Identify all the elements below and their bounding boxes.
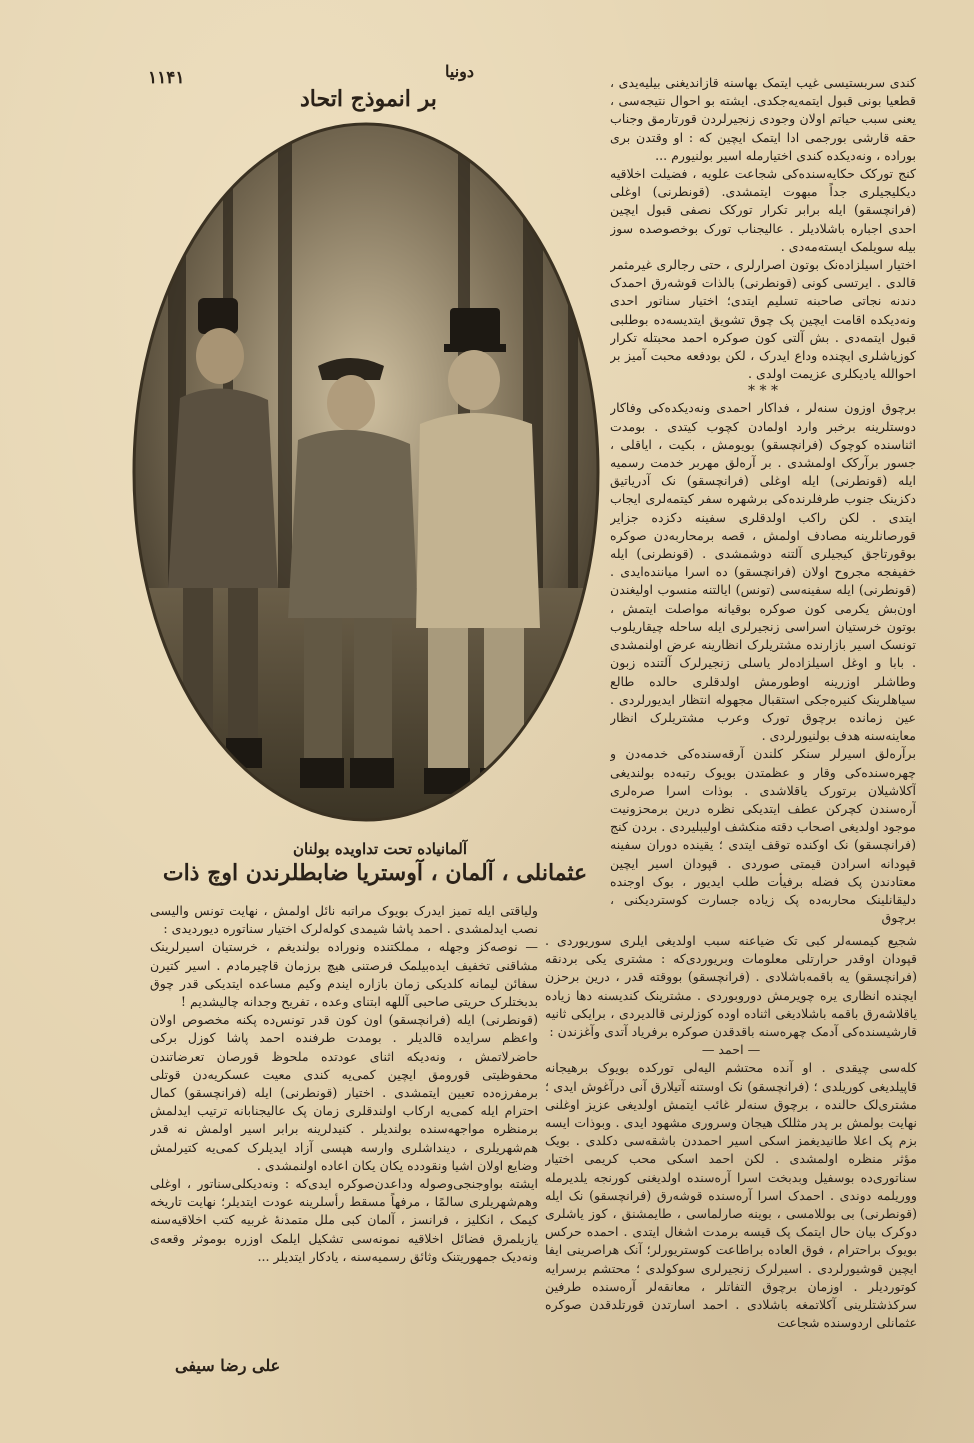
paragraph: شجیع کیمسه‌لر کبی تک ضیاعنه سبب اولدیغی ایلری سوریوردی . قپودان اوقدر حرارتلی معلومات وبریوردی‌که : مشتری یکی بردنقه (فرانچسقو) یه باقمه‌باشلادی . (فرانچسقو) بووقته قدر ، درین برحزن ایچنده انظاری یره چویرمش دوروبوردی . مشترینک کندیسنه دها زیاده یاقلاشه‌رق باقمه باشلادیغی اثناده اوده کوزلرنی قالدیردی ، برایکی ثانیه قارشیسنده‌کی آدمک چهره‌سنه باقدقدن صوکره برفریاد آتدی وآغزندن :: [545, 933, 917, 1040]
paragraph: (قونطرنی) ایله (فرانچسقو) اون کون قدر تونس‌ده پکنه مخصوص اولان واعظم سرایده قالدیلر . بومدت طرفنده احمد پاشا کوزل برکی حاضرلاتمش ، ونه‌دیکه اثنای عودتده ملحوظ قورصان تعرضاتندن محفوظیتی قورومق ایچین کمی‌یه کندی معیت عسکریه‌دن قوتلی برمفرزه‌ده تعیین ایتمشدی . اختیار (قونطرنی) ایله (فرانچسقو) کمال احترام ایله کمی‌یه ارکاب اولندقلری زمان پک عالیجنابانه ترتیب ایدلمش برمنظره مواجهه‌سنده بولندیلر . کنیدلرینه برابر اسیر اولمش نه قدر هم‌شهریلری ، دینداشلری وارسه هپسی آزاد ایدیلرک کمی‌یه کتیرلمش وضایع اولان اشیا ونقودده یکان یکان اعاده اولنمشدی .: [150, 1012, 538, 1173]
paragraph: کنج تورکک حکایه‌سنده‌کی شجاعت علویه ، فضیلت اخلاقیه دیکلیجیلری جداً مبهوت ایتمشدی. (قونطرنی) اوغلی (فرانچسقو) ایله برابر تکرار تورکک نصفی قبول ایچین احدی اجباره باشلادیلر . عالیجناب تورک بوخصوصده سوز بیله سویلمک ایسته‌مه‌دی .: [610, 166, 916, 254]
paragraph: کندی سربستیسی غیب ایتمک بهاسنه قازاندیغنی بیلیه‌یدی ، قطعیا بونی قبول ایتمه‌یه‌جکدی. ایشته بو احوال نتیجه‌سی ، یعنی سبب حیاتم اولان وجودی زنجیرلردن قورتارمق وجناب حقه قارشی بورجمی ادا ایتمک ایچین که : او وقتدن بری بوراده ، ونه‌دیکده کندی اختیارمله اسیر بولنیورم ...: [610, 75, 916, 163]
paragraph: ایشته بواوجنجی‌وصوله وداعدن‌صوکره ایدی‌که : ونه‌دیکلی‌سناتور ، اوغلی وهم‌شهریلری سالمًا ، مرفهاً مسقط رأسلرینه عودت ایتدیلر؛ نهایت تاریخه کیمک ، انکلیز ، فرانسز ، آلمان کبی ملل متمدنهٔ غربیه کتب اخلاقیه‌سنه یازیلمرق فضائل اخلاقیه نمونه‌سی تشکیل ایلمک اوزره بوموثر وقعه‌ی ونه‌دیک جمهوریتنک وثائق رسمیه‌سنه ، یادکار ایتدیلر ...: [150, 1176, 538, 1264]
paragraph: ولیاقتی ایله تمیز ایدرک بویوک مراتبه نائل اولمش ، نهایت تونس والیسی نصب ایدلمشدی . احمد پاشا شیمدی کوله‌لرک اختیار سناتوره دیوردیدی :: [150, 903, 538, 937]
paragraph: برچوق اوزون سنه‌لر ، فداکار احمدی ونه‌دیکده‌کی وفاکار دوستلرینه برخبر وارد اولمادن کچوب کیتدی . بومدت اثناسنده کوچوک (فرانچسقو) بویومش ، بکیت ، ایاقلی ، جسور برآرکک اولمشدی . بر آره‌لق مهربر خدمت رسمیه ایله (قونطرنی) ایله اوغلی (فرانچسقو) نک آدریاتیق دکزینک جنوب طرفلرنده‌کی برشهره سفر کیتمه‌لری ایجاب ایتدی . لکن راکب اولدقلری سفینه دکزده جزایر قورصانلرینه مصادف اولمش ، قصه برمحاربه‌دن صوکره بوقورتاجق کیجیلری آلتنه دوشمشدی . (قونطرنی) ایله خفیفجه مجروح اولان (فرانچسقو) ده اسرا میاننده‌ایدی . (قونطرنی) ایله سفینه‌سی (تونس) ایالتنه منسوب اولیغندن اون‌بش یکرمی کون صوکره بوقیانه مواصلت ایتمش ، بوتون خرستیان اسراسی زنجیرلری ایله ساحله چیقاریلوب تونسک اسیر بازارنده مشتریلرک انظارینه عرض اولنمشدی . بابا و اوغل اسیلزاده‌لر یاسلی زنجیرلرک آلتنده زبون وطاشلر اوزرینه اوطورمش اولدقلری حالده طالع سیاهلرینک کنیره‌جکی استقبال مجهوله انتظار ایدیورلردی . عین زمانده برچوق تورک وعرب مشتریلرک انظار معاینه‌سنه هدف بولنیورلردی .: [610, 400, 916, 744]
photo-caption-title: عثمانلی ، آلمان ، آوستریا ضابطلرندن اوچ ذات: [162, 860, 588, 886]
photo-title: بر انموذج اتحاد: [300, 86, 437, 112]
exclamation-line: — احمد —: [701, 1042, 761, 1058]
magazine-title: دونیا: [445, 62, 475, 81]
paragraph: اختیار اسیلزاده‌نک بوتون اصرارلری ، حتی رجالری غیرمثمر قالدی . ایرتسی کونی (قونطرنی) بالذات قوشه‌رق احمدک دندنه نجاتی صاحبنه تسلیم ایتدی؛ اختیار سناتور احدی ونه‌دیکده اقامت ایچین پک چوق تشویق ایتدیسه‌ده بوطلبی قبول ایتمه‌دی . بش آلتی کون صوکره احمد محبتله تکرار کوزیاشلری ایچنده وداع ایدرک ، لکن بودفعه محبت آمیز بر احوالله یادیکلری عزیمت اولدی .: [610, 257, 916, 382]
page-number: ۱۱۴۱: [148, 68, 185, 88]
paragraph: — نوصه‌کز وجهله ، مملکتنده ونوراده بولندیغم ، خرستیان اسیرلرینک مشاقنی تخفیف ایده‌بیلمک فرصتنی هیچ برزمان قاچیرمادم . اسیر کتیرن سفائن لیمانه کلدیکی زمان بازاره ایندم وکیم مساعده ایتدیکی قدر چوق بدبختلرک حریتی صاحبی آللهه ابتنای وعده ، تفریح وجدانه چالیشدیم !: [150, 939, 538, 1010]
paragraph: برآره‌لق اسیرلر سنکر کلندن آرقه‌سنده‌کی خدمه‌دن و چهره‌سنده‌کی وقار و عظمتدن بویوک رتبه‌ده بولندیغی آکلاشیلان برتورک یاقلاشدی . بوذات اسرا صره‌لری آره‌سندن کچرکن عطف ایتدیکی نظره درین برمحزونیت موجود اولدیغی اصحاب دقته منکشف اولیبلیردی . بردن کنج (فرانچسقو) نک اوکنده توقف ایتدی ؛ یقینده دوران سفینه قپودانه اسرادن قیمتی صوردی . قپودان اسیر ایچین معتادندن پک فضله برفیأت طلب ایدیور ، بوک اوجنده دلیقانلینک محاربه‌ده پک زیاده جسارت کوستردیکنی ، برچوق: [610, 746, 916, 926]
article-column-left-bottom: [150, 902, 538, 1332]
article-column-right-top: [610, 74, 916, 934]
article-column-right-bottom: [545, 932, 917, 1410]
photo-caption-subtitle: آلمانیاده تحت تداویده بولنان: [292, 840, 468, 858]
section-separator: * * *: [748, 383, 778, 400]
oval-photograph: [128, 118, 604, 826]
paragraph: کله‌سی چیقدی . او آنده محتشم الیه‌لی تورکده بویوک برهیجانه قاپیلدیغی کوریلدی ؛ (فرانچسقو) نک اوستنه آتیلارق آنی درآغوش ایدی ؛ مشتری‌لک حالنده ، برچوق سنه‌لر غائب ایتمش اولدیغی عزیز اوغلنی نهایت بولمش بر پدر مثللک هیجان وسروری مشهود ایدی . وبوذات ایسه بزم پک اعلا طانیدیغمز اسکی اسیر احمددن باشقه‌سی دکلدی . بویک مؤثر منظره اولمشدی . لکن احمد اسکی محب کریمی اختیار سناتوری‌ده بوسفیل وبدبخت اسرا آره‌سنده اولدیغنی کورنجه یلدیرمله ووریلمه دوندی . احمدک اسرا آره‌سنده قوشه‌رق (فرانچسقو) نک ایله (قونطرنی) بی بوللامسی ، بوینه صارلماسی ، طایمشنق ، کوز یاشلری دوکرک بیان حال ایتمک پک قیسه برمدت اشغال ایتدی . احمده حرکس بویوک براحترام ، فوق العاده براطاعت کوستریورلر؛ آنک هراصرینی ایفا ایچین قوشیورلردی . اسیرلرک زنجیرلری سوکولدی ؛ محتشم برسرایه کوتوردیلر . اوزمان برچوق التفاتلر ، معانقه‌لر آره‌سنده طرفین سرکذشتلرینی آکلاتمغه باشلادی . احمد اسارتدن قورتلدقدن صوکره عثمانلی اردوسنده شجاعت: [545, 1060, 917, 1331]
author-signature: علی رضا سیفی: [175, 1356, 281, 1375]
